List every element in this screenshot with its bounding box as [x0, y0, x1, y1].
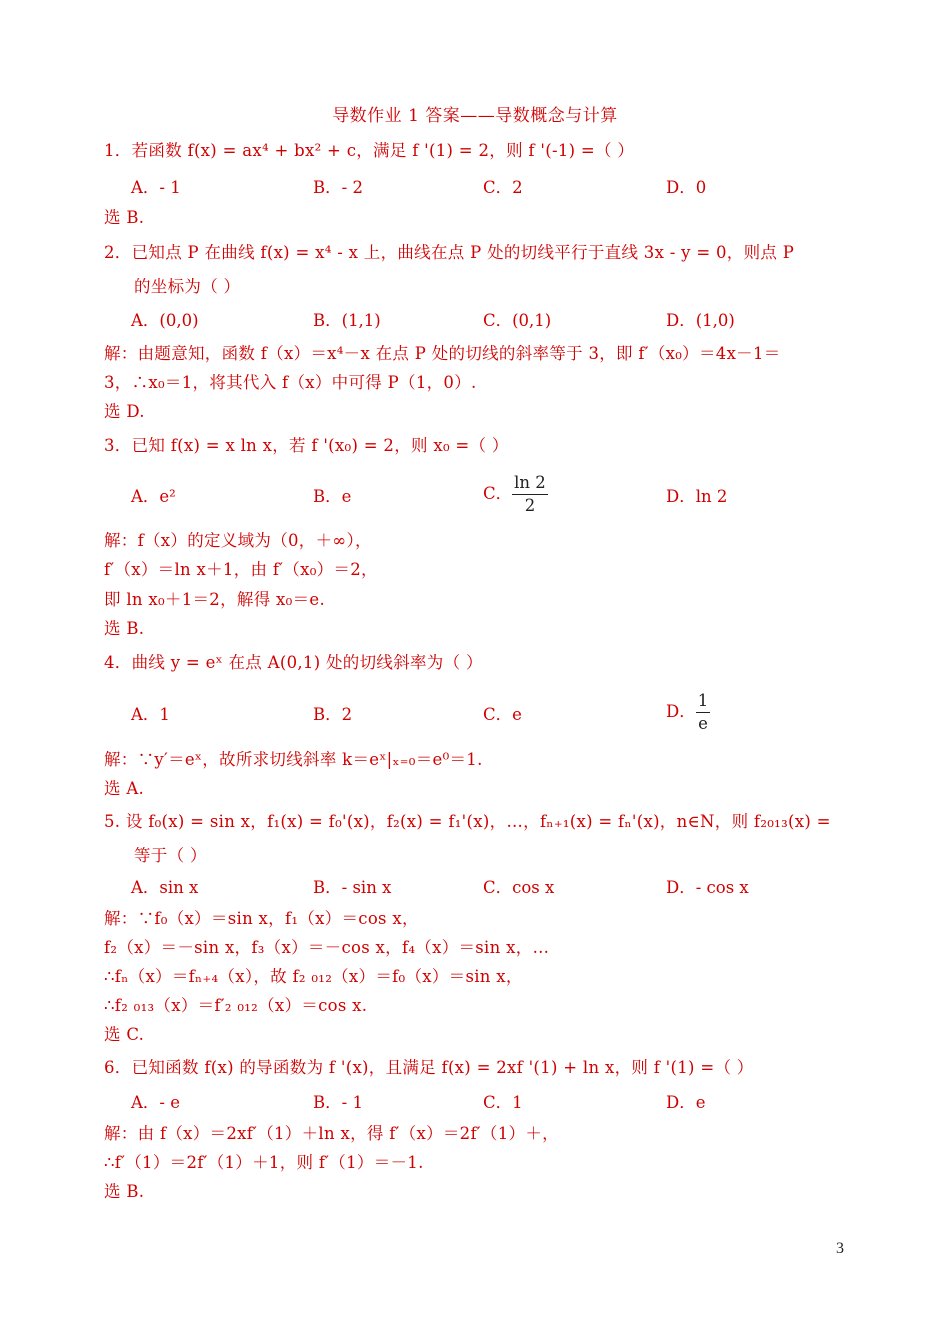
q2-stem-line1: 2．已知点 P 在曲线 f(x) = x⁴ - x 上，曲线在点 P 处的切线平行于直线 3x - y = 0，则点 P [104, 243, 795, 262]
q3-stem: 3．已知 f(x) = x ln x，若 f '(x₀) = 2，则 x₀ =（ ） [104, 436, 509, 455]
q6-solution-line2: ∴f′（1）＝2f′（1）＋1，则 f′（1）＝－1. [104, 1153, 424, 1172]
q6-option-d: D．e [666, 1093, 706, 1112]
q4-answer: 选 A. [104, 779, 145, 798]
q4-option-d-fraction [696, 690, 711, 735]
q4-option-d-label: D． [666, 702, 696, 721]
q2-option-a: A．(0,0) [131, 311, 199, 330]
q2-option-d: D．(1,0) [666, 311, 735, 330]
q2-option-b: B．(1,1) [313, 311, 381, 330]
q6-answer: 选 B. [104, 1182, 145, 1201]
q1-answer: 选 B. [104, 208, 145, 227]
q2-stem-line2: 的坐标为（ ） [134, 277, 241, 296]
q5-solution-line2: f₂（x）＝－sin x，f₃（x）＝－cos x，f₄（x）＝sin x，… [104, 938, 550, 957]
q2-option-c: C．(0,1) [483, 311, 552, 330]
q2-solution-line1: 解：由题意知，函数 f（x）＝x⁴－x 在点 P 处的切线的斜率等于 3，即 f′（x₀）＝4x－1＝ [104, 344, 781, 363]
q3-option-c-fraction [512, 472, 548, 517]
q2-answer: 选 D. [104, 402, 145, 421]
q5-stem-line1: 5. 设 f₀(x) = sin x，f₁(x) = f₀'(x)，f₂(x) = f₁'(x)，…，fₙ₊₁(x) = fₙ'(x)，n∈N，则 f₂₀₁₃(x) = [104, 812, 831, 831]
q4-option-b: B．2 [313, 705, 353, 724]
fraction-denominator: e [698, 714, 708, 733]
q3-option-a: A．e² [131, 487, 176, 506]
q5-stem-line2: 等于（ ） [134, 846, 207, 865]
q3-solution-line2: f′（x）＝ln x＋1，由 f′（x₀）＝2， [104, 560, 378, 579]
q4-option-a: A．1 [131, 705, 170, 724]
q1-option-b: B．- 2 [313, 178, 363, 197]
q3-solution-line1: 解：f（x）的定义域为（0，＋∞）， [104, 531, 372, 550]
q3-option-c [483, 472, 548, 517]
q4-stem: 4．曲线 y = eˣ 在点 A(0,1) 处的切线斜率为（ ） [104, 653, 483, 672]
q1-option-a: A．- 1 [131, 178, 181, 197]
q3-option-d: D．ln 2 [666, 487, 728, 506]
q4-solution-line1: 解：∵y′＝eˣ，故所求切线斜率 k＝eˣ|ₓ₌₀＝e⁰＝1. [104, 750, 483, 769]
q3-solution-line3: 即 ln x₀＋1＝2，解得 x₀＝e. [104, 590, 325, 609]
fraction-numerator: 1 [696, 690, 711, 713]
q5-answer: 选 C. [104, 1025, 145, 1044]
q5-option-d: D．- cos x [666, 878, 749, 897]
q5-option-b: B．- sin x [313, 878, 392, 897]
q5-solution-line4: ∴f₂ ₀₁₃（x）＝f′₂ ₀₁₂（x）＝cos x. [104, 996, 368, 1015]
q5-option-c: C．cos x [483, 878, 555, 897]
q1-option-c: C．2 [483, 178, 523, 197]
q6-solution-line1: 解：由 f（x）＝2xf′（1）＋ln x，得 f′（x）＝2f′（1）＋， [104, 1124, 559, 1143]
page-number: 3 [836, 1240, 844, 1257]
fraction-denominator: 2 [524, 496, 536, 515]
q4-option-d [666, 690, 710, 735]
q1-option-d: D．0 [666, 178, 707, 197]
q6-option-c: C．1 [483, 1093, 523, 1112]
q6-option-a: A．- e [131, 1093, 181, 1112]
q5-solution-line1: 解：∵f₀（x）＝sin x，f₁（x）＝cos x， [104, 909, 419, 928]
q3-answer: 选 B. [104, 619, 145, 638]
q6-option-b: B．- 1 [313, 1093, 363, 1112]
q5-option-a: A．sin x [131, 878, 199, 897]
q2-solution-line2: 3，∴x₀＝1，将其代入 f（x）中可得 P（1，0）. [104, 373, 477, 392]
fraction-numerator: ln 2 [512, 472, 548, 495]
q4-option-c: C．e [483, 705, 522, 724]
q3-option-b: B．e [313, 487, 352, 506]
q6-stem: 6．已知函数 f(x) 的导函数为 f '(x)，且满足 f(x) = 2xf '(1) + ln x，则 f '(1) =（ ） [104, 1058, 754, 1077]
q5-solution-line3: ∴fₙ（x）＝fₙ₊₄（x），故 f₂ ₀₁₂（x）＝f₀（x）＝sin x， [104, 967, 523, 986]
page-title: 导数作业 1 答案——导数概念与计算 [332, 106, 618, 126]
q3-option-c-label: C． [483, 484, 513, 503]
q1-stem: 1．若函数 f(x) = ax⁴ + bx² + c，满足 f '(1) = 2，则 f '(-1) =（ ） [104, 141, 635, 160]
